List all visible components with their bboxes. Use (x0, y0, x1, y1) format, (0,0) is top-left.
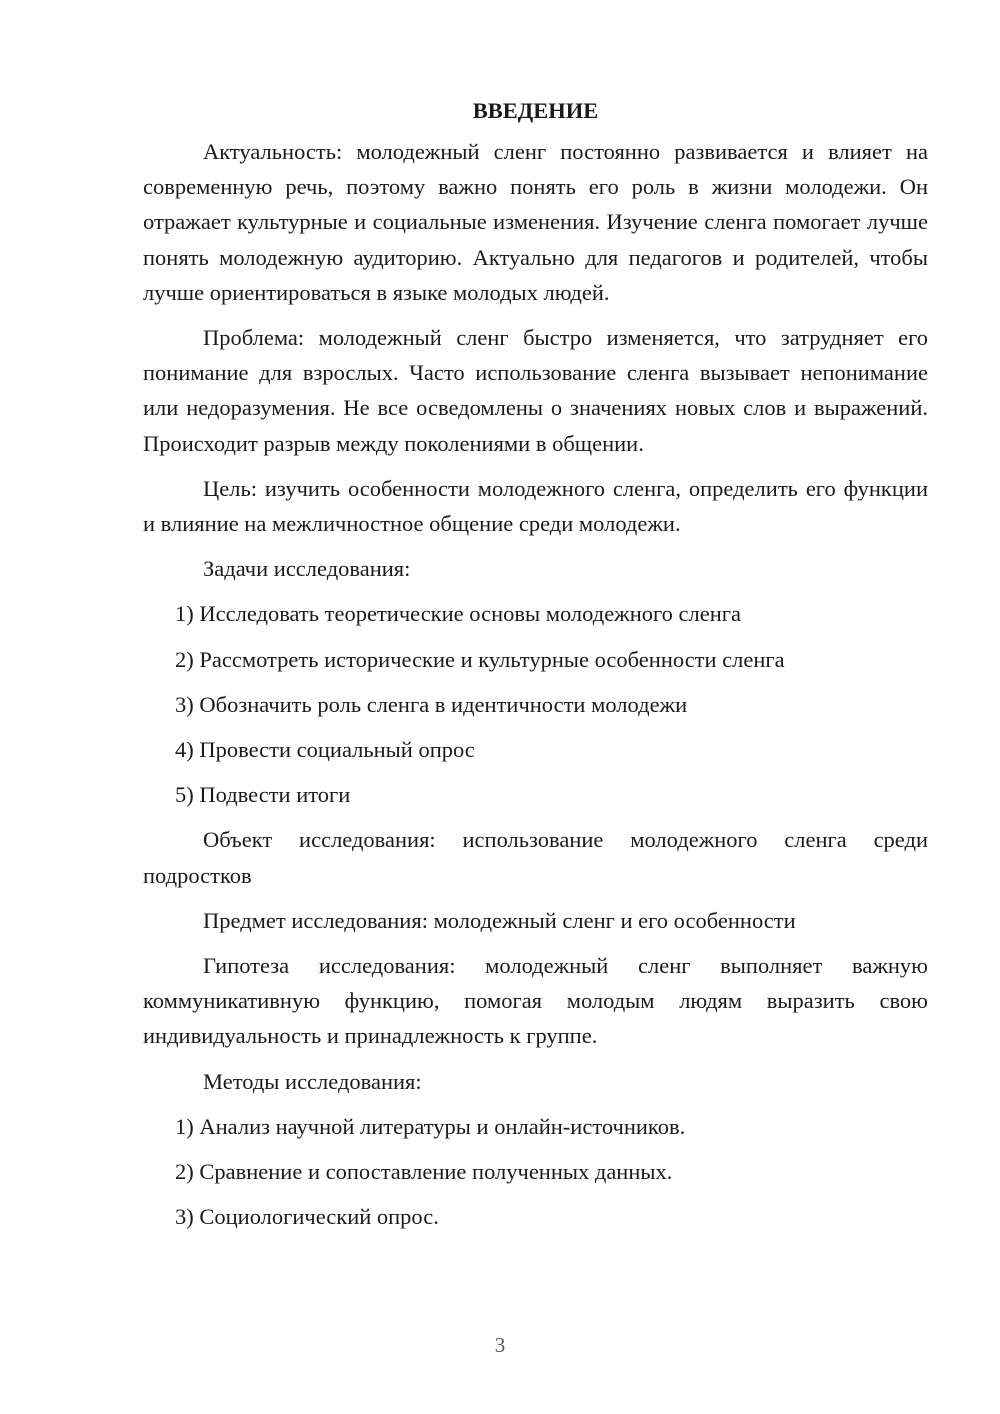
methods-heading: Методы исследования: (203, 1068, 422, 1094)
hypothesis-paragraph: Гипотеза исследования: молодежный сленг выполняет важную коммуникативную функцию, помогая молодым людям выразить свою индивидуальность и принадлежность к группе. (143, 953, 928, 1049)
problem-paragraph: Проблема: молодежный сленг быстро изменяется, что затрудняет его понимание для взрослых. Часто использование сленга вызывает непонимание или недоразумения. Не все осведомлены о значениях новых слов и выражений. Происходит разрыв между поколениями в общении. (143, 325, 928, 456)
page-number: 3 (494, 1333, 506, 1357)
list-item: 3) Обозначить роль сленга в идентичности молодежи (175, 691, 688, 717)
page-title: ВВЕДЕНИЕ (472, 98, 599, 123)
list-item: 2) Сравнение и сопоставление полученных данных. (175, 1159, 673, 1185)
list-item: 1) Исследовать теоретические основы молодежного сленга (175, 601, 742, 627)
list-item: 1) Анализ научной литературы и онлайн-источников. (175, 1113, 686, 1139)
relevance-paragraph: Актуальность: молодежный сленг постоянно развивается и влияет на современную речь, поэтому важно понять его роль в жизни молодежи. Он отражает культурные и социальные изменения. Изучение сленга помогает лучше понять молодежную аудиторию. Актуально для педагогов и родителей, чтобы лучше ориентироваться в языке молодых людей. (143, 139, 928, 305)
subject-paragraph: Предмет исследования: молодежный сленг и его особенности (203, 907, 796, 933)
list-item: 5) Подвести итоги (175, 782, 351, 808)
document-page (143, 92, 928, 1244)
list-item: 3) Социологический опрос. (175, 1204, 439, 1230)
tasks-heading: Задачи исследования: (203, 556, 411, 582)
methods-list (143, 1109, 928, 1235)
tasks-list (143, 596, 928, 812)
list-item: 4) Провести социальный опрос (175, 737, 475, 763)
goal-paragraph: Цель: изучить особенности молодежного сленга, определить его функции и влияние на межличностное общение среди молодежи. (143, 475, 928, 537)
list-item: 2) Рассмотреть исторические и культурные особенности сленга (175, 646, 785, 672)
object-paragraph: Объект исследования: использование молодежного сленга среди подростков (143, 827, 928, 888)
